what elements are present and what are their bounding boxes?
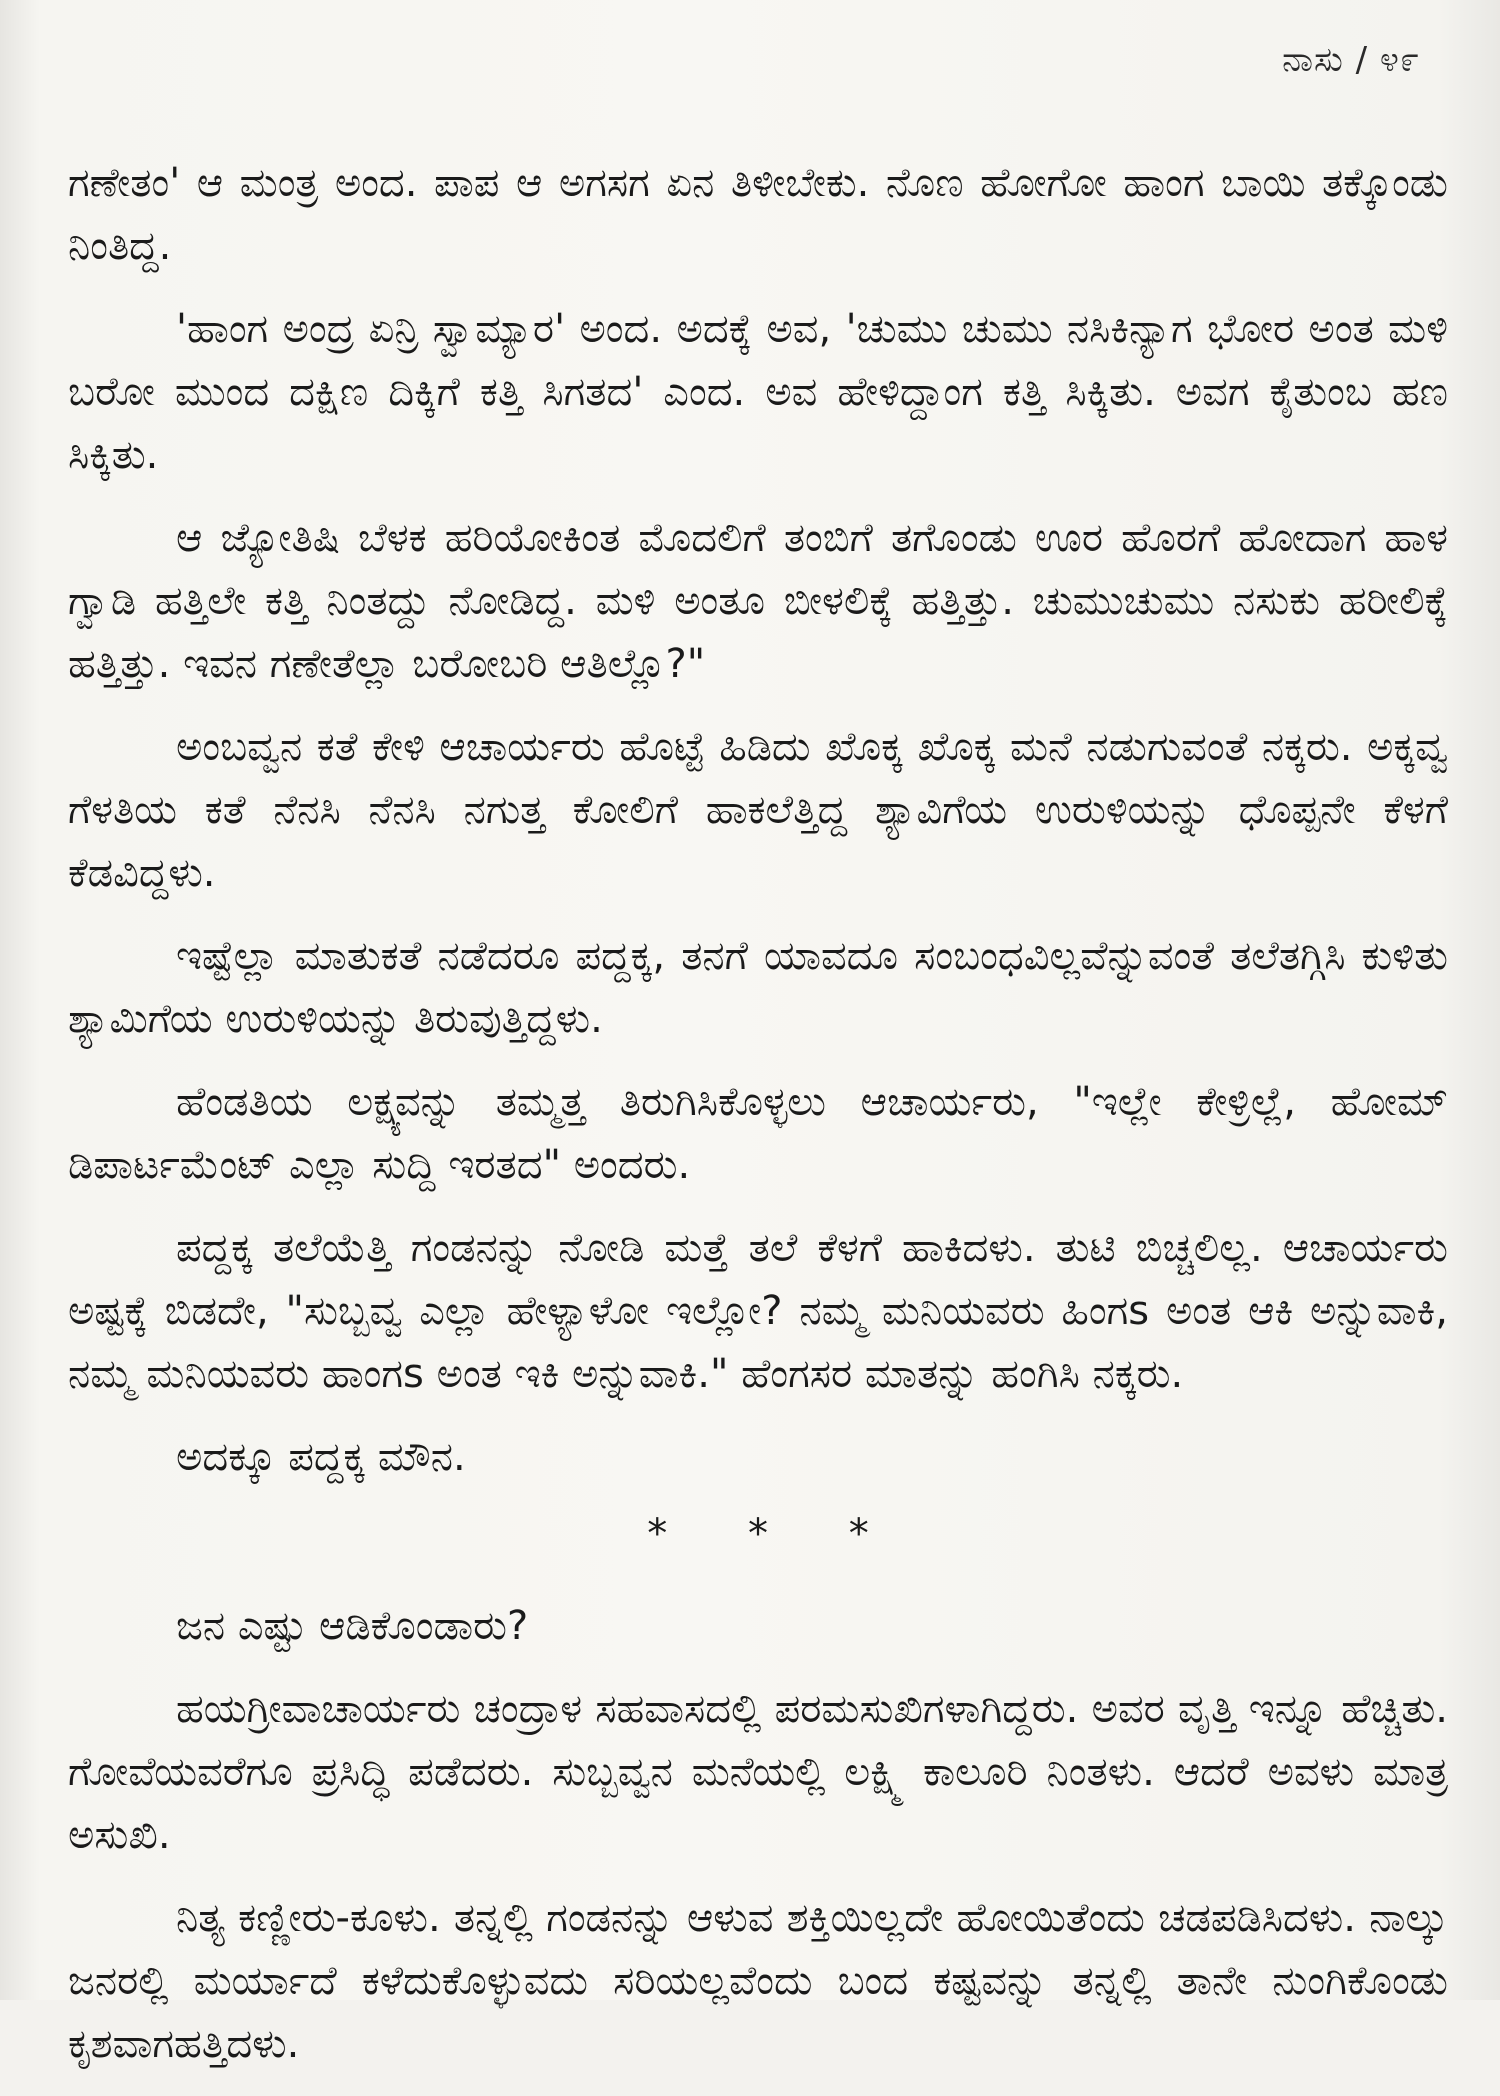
body-text bbox=[68, 152, 1448, 2096]
paragraph: 'ಹಾಂಗ ಅಂದ್ರ ಏನ್ರಿ ಸ್ವಾಮ್ಯಾರ' ಅಂದ. ಅದಕ್ಕೆ ಅವ, 'ಚುಮು ಚುಮು ನಸಿಕಿನ್ಯಾಗ ಭೋರ ಅಂತ ಮಳಿ ಬರೋ ಮುಂದ ದಕ್ಷಿಣ ದಿಕ್ಕಿಗೆ ಕತ್ತಿ ಸಿಗತದ' ಎಂದ. ಅವ ಹೇಳಿದ್ದಾಂಗ ಕತ್ತಿ ಸಿಕ್ಕಿತು. ಅವಗ ಕೈತುಂಬ ಹಣ ಸಿಕ್ಕಿತು. bbox=[68, 306, 1448, 478]
paragraph: ಆ ಜ್ಯೋತಿಷಿ ಬೆಳಕ ಹರಿಯೋಕಿಂತ ಮೊದಲಿಗೆ ತಂಬಿಗೆ ತಗೊಂಡು ಊರ ಹೊರಗೆ ಹೋದಾಗ ಹಾಳ ಗ್ವಾಡಿ ಹತ್ತಿಲೇ ಕತ್ತಿ ನಿಂತದ್ದು ನೋಡಿದ್ದ. ಮಳಿ ಅಂತೂ ಬೀಳಲಿಕ್ಕೆ ಹತ್ತಿತ್ತು. ಚುಮುಚುಮು ನಸುಕು ಹರೀಲಿಕ್ಕೆ ಹತ್ತಿತ್ತು. ಇವನ ಗಣೇತೆಲ್ಲಾ ಬರೋಬರಿ ಆತಿಲ್ಲೊ?" bbox=[68, 515, 1448, 687]
running-header: ನಾಸು / ೪೯ bbox=[1282, 40, 1420, 80]
paragraph: ಹಯಗ್ರೀವಾಚಾರ್ಯರು ಚಂದ್ರಾಳ ಸಹವಾಸದಲ್ಲಿ ಪರಮಸುಖಿಗಳಾಗಿದ್ದರು. ಅವರ ವೃತ್ತಿ ಇನ್ನೂ ಹೆಚ್ಚಿತು. ಗೋವೆಯವರೆಗೂ ಪ್ರಸಿದ್ಧಿ ಪಡೆದರು. ಸುಬ್ಬವ್ವನ ಮನೆಯಲ್ಲಿ ಲಕ್ಷ್ಮಿ ಕಾಲೂರಿ ನಿಂತಳು. ಆದರೆ ಅವಳು ಮಾತ್ರ ಅಸುಖಿ. bbox=[68, 1686, 1448, 1858]
paragraph: ಪದ್ದಕ್ಕ ತಲೆಯೆತ್ತಿ ಗಂಡನನ್ನು ನೋಡಿ ಮತ್ತೆ ತಲೆ ಕೆಳಗೆ ಹಾಕಿದಳು. ತುಟಿ ಬಿಚ್ಚಲಿಲ್ಲ. ಆಚಾರ್ಯರು ಅಷ್ಟಕ್ಕೆ ಬಿಡದೇ, "ಸುಬ್ಬವ್ವ ಎಲ್ಲಾ ಹೇಳ್ಯಾಳೋ ಇಲ್ಲೋ? ನಮ್ಮ ಮನಿಯವರು ಹಿಂಗs ಅಂತ ಆಕಿ ಅನ್ನುವಾಕಿ, ನಮ್ಮ ಮನಿಯವರು ಹಾಂಗs ಅಂತ ಇಕಿ ಅನ್ನುವಾಕಿ." ಹೆಂಗಸರ ಮಾತನ್ನು ಹಂಗಿಸಿ ನಕ್ಕರು. bbox=[68, 1225, 1448, 1397]
paragraph: ಹೆಂಡತಿಯ ಲಕ್ಷ್ಯವನ್ನು ತಮ್ಮತ್ತ ತಿರುಗಿಸಿಕೊಳ್ಳಲು ಆಚಾರ್ಯರು, "ಇಲ್ಲೇ ಕೇಳ್ರಿಲ್ಲೆ, ಹೋಮ್ ಡಿಪಾರ್ಟಮೆಂಟ್ ಎಲ್ಲಾ ಸುದ್ದಿ ಇರತದ" ಅಂದರು. bbox=[68, 1079, 1448, 1188]
paragraph: ಗಣೇತಂ' ಆ ಮಂತ್ರ ಅಂದ. ಪಾಪ ಆ ಅಗಸಗ ಏನ ತಿಳೀಬೇಕು. ನೊಣ ಹೋಗೋ ಹಾಂಗ ಬಾಯಿ ತಕ್ಕೊಂಡು ನಿಂತಿದ್ದ. bbox=[68, 160, 1448, 269]
paragraph: ಅಂಬವ್ವನ ಕತೆ ಕೇಳಿ ಆಚಾರ್ಯರು ಹೊಟ್ಟೆ ಹಿಡಿದು ಖೊಕ್ಕ ಖೊಕ್ಕ ಮನೆ ನಡುಗುವಂತೆ ನಕ್ಕರು. ಅಕ್ಕವ್ವ ಗೆಳತಿಯ ಕತೆ ನೆನಸಿ ನೆನಸಿ ನಗುತ್ತ ಕೋಲಿಗೆ ಹಾಕಲೆತ್ತಿದ್ದ ಶ್ಯಾವಿಗೆಯ ಉರುಳಿಯನ್ನು ಧೊಪ್ಪನೇ ಕೆಳಗೆ ಕೆಡವಿದ್ದಳು. bbox=[68, 724, 1448, 896]
paragraph: ಜನ ಎಷ್ಟು ಆಡಿಕೊಂಡಾರು? bbox=[176, 1603, 529, 1649]
paragraph: ನಿತ್ಯ ಕಣ್ಣೀರು-ಕೂಳು. ತನ್ನಲ್ಲಿ ಗಂಡನನ್ನು ಆಳುವ ಶಕ್ತಿಯಿಲ್ಲದೇ ಹೋಯಿತೆಂದು ಚಡಪಡಿಸಿದಳು. ನಾಲ್ಕು ಜನರಲ್ಲಿ ಮರ್ಯಾದೆ ಕಳೆದುಕೊಳ್ಳುವದು ಸರಿಯಲ್ಲವೆಂದು ಬಂದ ಕಷ್ಟವನ್ನು ತನ್ನಲ್ಲಿ ತಾನೇ ನುಂಗಿಕೊಂಡು ಕೃಶವಾಗಹತ್ತಿದಳು. bbox=[68, 1895, 1448, 2067]
section-separator: * * * bbox=[647, 1511, 903, 1557]
paragraph: ಅದಕ್ಕೂ ಪದ್ದಕ್ಕ ಮೌನ. bbox=[176, 1434, 466, 1480]
paragraph: ಇಷ್ಟೆಲ್ಲಾ ಮಾತುಕತೆ ನಡೆದರೂ ಪದ್ದಕ್ಕ, ತನಗೆ ಯಾವದೂ ಸಂಬಂಧವಿಲ್ಲವೆನ್ನುವಂತೆ ತಲೆತಗ್ಗಿಸಿ ಕುಳಿತು ಶ್ಯಾಮಿಗೆಯ ಉರುಳಿಯನ್ನು ತಿರುವುತ್ತಿದ್ದಳು. bbox=[68, 933, 1448, 1042]
